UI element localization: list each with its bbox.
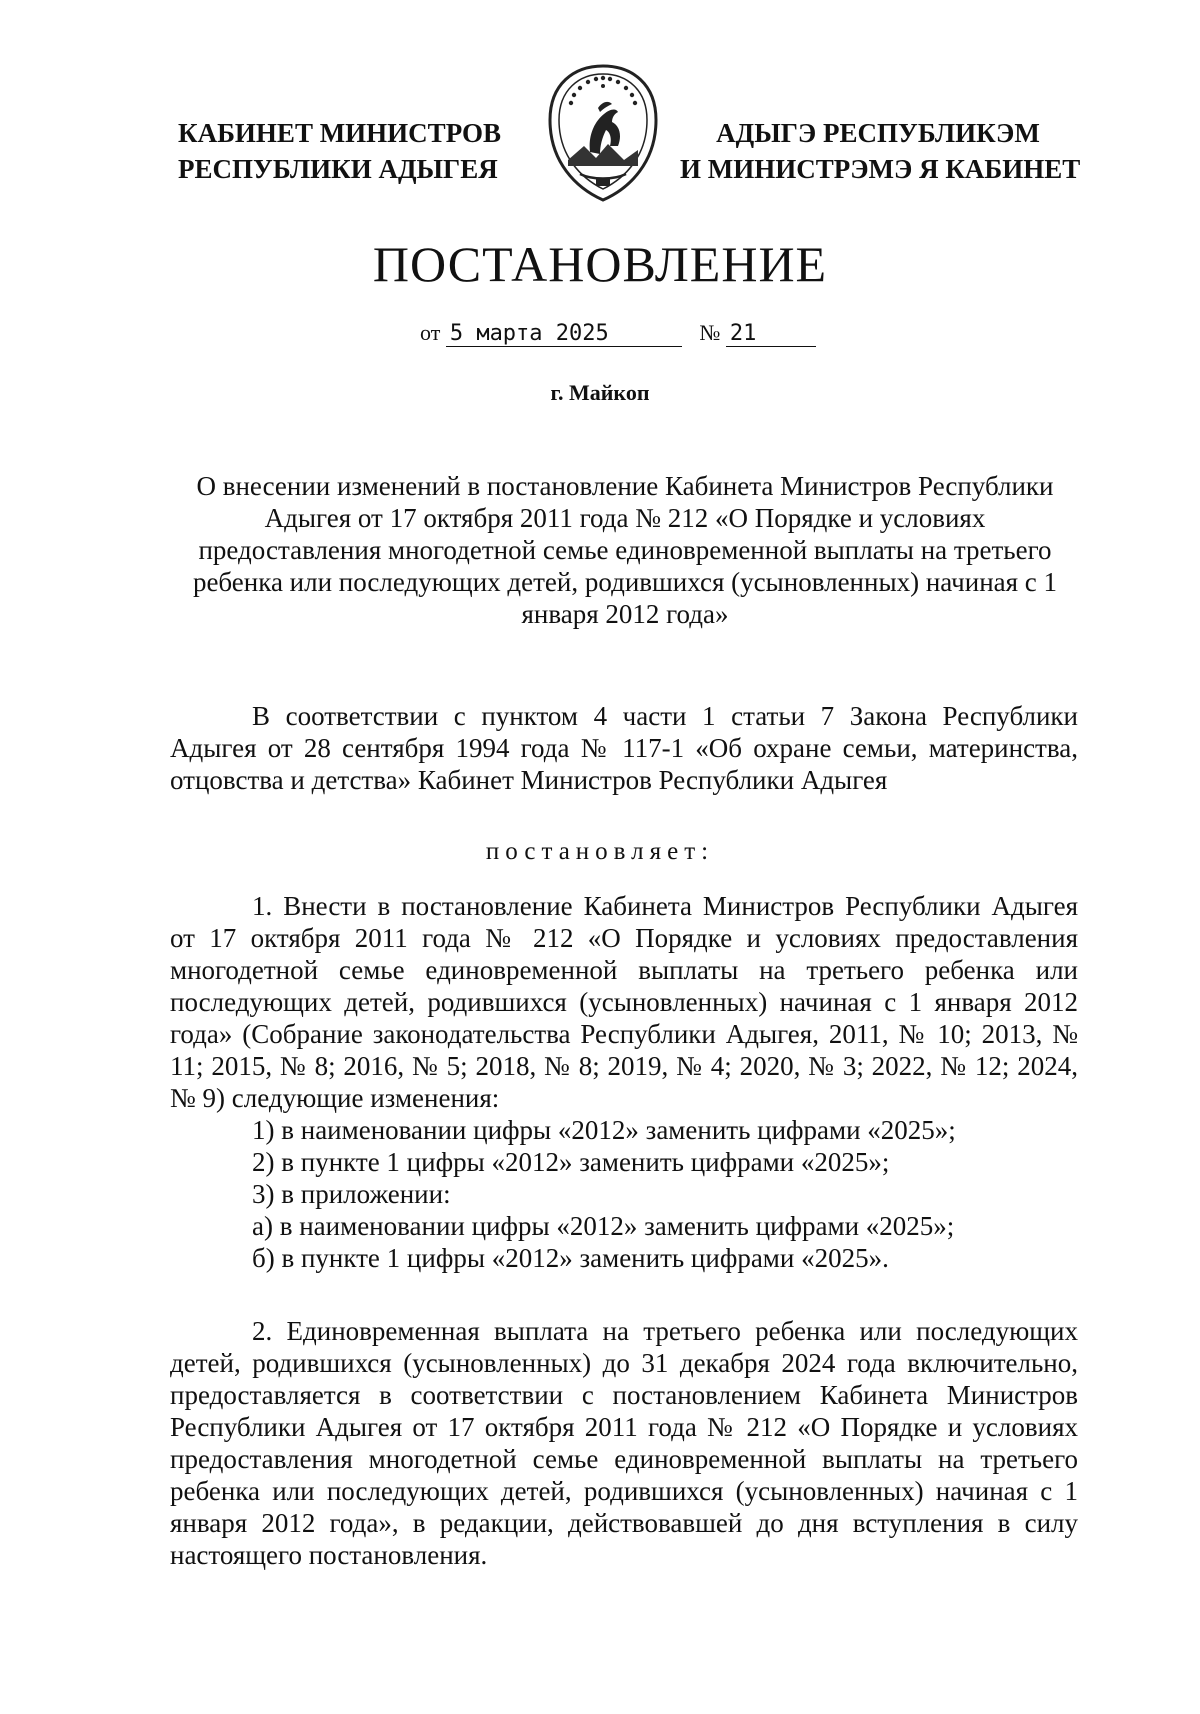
date-number-line — [420, 320, 816, 347]
preamble — [170, 700, 1078, 796]
issuer-line-1-adyghe: АДЫГЭ РЕСПУБЛИКЭМ — [716, 118, 1040, 148]
point-1-item: 2) в пункте 1 цифры «2012» заменить цифрами «2025»; — [252, 1147, 890, 1177]
issuer-line-2-adyghe: И МИНИСТРЭМЭ Я КАБИНЕТ — [680, 154, 1081, 184]
point-1 — [170, 890, 1078, 1274]
preamble-text: В соответствии с пунктом 4 части 1 статьи 7 Закона Республики Адыгея от 28 сентября 1994 года № 117-1 «Об охране семьи, материнства, отцовства и детства» Кабинет Министров Республики Адыгея — [170, 701, 1078, 795]
point-1-item: 1) в наименовании цифры «2012» заменить цифрами «2025»; — [252, 1115, 956, 1145]
date-label: от — [420, 320, 441, 345]
point-1-item: 3) в приложении: — [252, 1179, 451, 1209]
document-title: ПОСТАНОВЛЕНИЕ — [372, 236, 828, 292]
point-1-item: б) в пункте 1 цифры «2012» заменить цифрами «2025». — [252, 1243, 889, 1273]
issuer-line-2: РЕСПУБЛИКИ АДЫГЕЯ — [178, 154, 498, 184]
number-value: 21 — [726, 322, 816, 347]
coat-of-arms-icon — [540, 62, 666, 204]
issuer-name-adyghe — [680, 115, 1081, 187]
resolves-word: постановляет: — [485, 838, 715, 865]
issuer-name-russian — [178, 115, 502, 187]
point-1-text: 1. Внести в постановление Кабинета Министров Республики Адыгея от 17 октября 2011 года № 212 «О Порядке и условиях предоставления многодетной семье единовременной выплаты на третьего ребенка или последующих детей, родившихся (усыновленных) начиная с 1 января 2012 года» (Собрание законодательства Республики Адыгея, 2011, № 10; 2013, № 11; 2015, № 8; 2016, № 5; 2018, № 8; 2019, № 4; 2020, № 3; 2022, № 12; 2024, № 9) следующие изменения: — [170, 891, 1078, 1113]
issuer-line-1: КАБИНЕТ МИНИСТРОВ — [178, 118, 502, 148]
document-subject: О внесении изменений в постановление Кабинета Министров Республики Адыгея от 17 октября 2011 года № 212 «О Порядке и условиях предоставления многодетной семье единовременной выплаты на третьего ребенка или последующих детей, родившихся (усыновленных) начиная с 1 января 2012 года» — [192, 471, 1058, 629]
date-value: 5 марта 2025 — [446, 322, 682, 347]
city: г. Майкоп — [550, 380, 650, 405]
point-2 — [170, 1315, 1078, 1571]
point-2-text: 2. Единовременная выплата на третьего ребенка или последующих детей, родившихся (усыновленных) до 31 декабря 2024 года включительно, предоставляется в соответствии с постановлением Кабинета Министров Республики Адыгея от 17 октября 2011 года № 212 «О Порядке и условиях предоставления многодетной семье единовременной выплаты на третьего ребенка или последующих детей, родившихся (усыновленных) начиная с 1 января 2012 года», в редакции, действовавшей до дня вступления в силу настоящего постановления. — [170, 1316, 1078, 1570]
number-label: № — [699, 320, 721, 345]
point-1-item: а) в наименовании цифры «2012» заменить цифрами «2025»; — [252, 1211, 955, 1241]
